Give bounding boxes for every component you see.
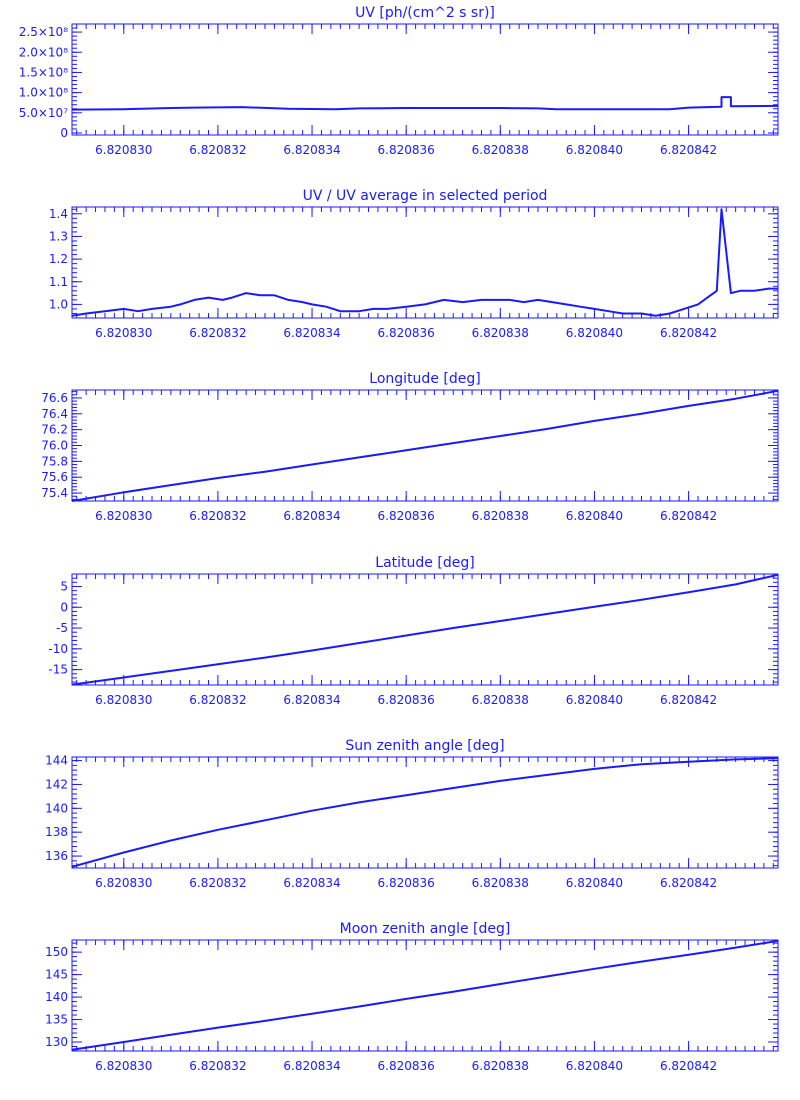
chart-title: Longitude [deg] xyxy=(369,371,481,387)
y-tick-label: 144 xyxy=(45,753,68,768)
x-tick-label: 6.820832 xyxy=(189,693,247,707)
x-tick-label: 6.820834 xyxy=(283,1059,341,1073)
x-tick-label: 6.820834 xyxy=(283,326,341,340)
chart-panel-0 xyxy=(19,5,778,157)
x-tick-label: 6.820832 xyxy=(189,509,247,523)
y-tick-label: 0 xyxy=(60,600,68,615)
series-line-0 xyxy=(72,391,778,501)
x-tick-label: 6.820836 xyxy=(377,1059,435,1073)
plot-frame xyxy=(72,24,778,135)
y-tick-label: -10 xyxy=(48,641,68,656)
x-tick-label: 6.820840 xyxy=(565,326,624,340)
chart-panel-3 xyxy=(48,555,778,707)
x-tick-label: 6.820834 xyxy=(283,509,341,523)
y-tick-label: 5 xyxy=(60,579,68,594)
chart-title: Latitude [deg] xyxy=(375,555,475,571)
x-tick-label: 6.820838 xyxy=(471,509,529,523)
x-tick-label: 6.820838 xyxy=(471,143,529,157)
x-tick-label: 6.820830 xyxy=(95,509,153,523)
plot-frame xyxy=(72,207,778,318)
y-tick-label: 1.2 xyxy=(48,252,68,267)
y-tick-label: 140 xyxy=(45,801,68,816)
x-tick-label: 6.820830 xyxy=(95,876,153,890)
chart-panel-2 xyxy=(41,371,778,523)
series-line-0 xyxy=(72,575,778,685)
y-tick-label: 1.1 xyxy=(48,274,68,289)
chart-title: UV / UV average in selected period xyxy=(302,188,548,204)
x-tick-label: 6.820842 xyxy=(659,143,718,157)
y-tick-label: 5.0×10⁷ xyxy=(18,105,68,120)
x-tick-label: 6.820830 xyxy=(95,693,153,707)
y-tick-label: 0 xyxy=(60,125,68,140)
x-tick-label: 6.820840 xyxy=(565,693,624,707)
y-tick-label: 140 xyxy=(45,990,68,1005)
x-tick-label: 6.820840 xyxy=(565,143,624,157)
y-tick-label: 1.4 xyxy=(48,206,68,221)
y-tick-label: 76.4 xyxy=(41,406,68,421)
y-tick-label: 75.4 xyxy=(41,486,68,501)
x-tick-label: 6.820832 xyxy=(189,1059,247,1073)
x-tick-label: 6.820836 xyxy=(377,143,435,157)
chart-panel-5 xyxy=(45,921,778,1073)
x-tick-label: 6.820834 xyxy=(283,143,341,157)
chart-panel-1 xyxy=(49,188,778,340)
y-tick-label: 1.0 xyxy=(48,297,68,312)
x-tick-label: 6.820830 xyxy=(95,326,153,340)
plot-frame xyxy=(72,757,778,868)
x-tick-label: 6.820830 xyxy=(95,1059,153,1073)
series-line-0 xyxy=(72,97,778,110)
x-tick-label: 6.820840 xyxy=(565,876,624,890)
x-tick-label: 6.820840 xyxy=(565,1059,624,1073)
y-tick-label: 1.0×10⁸ xyxy=(18,85,68,100)
y-tick-label: 75.8 xyxy=(41,454,68,469)
x-tick-label: 6.820832 xyxy=(189,326,247,340)
y-tick-label: 138 xyxy=(45,825,68,840)
y-tick-label: 1.5×10⁸ xyxy=(18,65,68,80)
chart-title: Moon zenith angle [deg] xyxy=(339,921,511,937)
x-tick-label: 6.820840 xyxy=(565,509,624,523)
series-line-0 xyxy=(72,209,778,315)
y-tick-label: 142 xyxy=(45,777,68,792)
x-tick-label: 6.820834 xyxy=(283,876,341,890)
x-tick-label: 6.820838 xyxy=(471,1059,529,1073)
series-line-0 xyxy=(72,941,778,1050)
x-tick-label: 6.820832 xyxy=(189,876,247,890)
y-tick-label: 2.5×10⁸ xyxy=(18,25,68,40)
y-tick-label: 76.6 xyxy=(41,390,68,405)
y-tick-label: 76.2 xyxy=(41,422,68,437)
x-tick-label: 6.820836 xyxy=(377,876,435,890)
x-tick-label: 6.820834 xyxy=(283,693,341,707)
x-tick-label: 6.820836 xyxy=(377,326,435,340)
chart-title: UV [ph/(cm^2 s sr)] xyxy=(355,5,495,21)
x-tick-label: 6.820842 xyxy=(659,509,718,523)
series-line-0 xyxy=(72,758,778,867)
y-tick-label: 150 xyxy=(45,945,68,960)
chart-title: Sun zenith angle [deg] xyxy=(345,738,505,754)
y-tick-label: 1.3 xyxy=(48,229,68,244)
x-tick-label: 6.820842 xyxy=(659,876,718,890)
x-tick-label: 6.820838 xyxy=(471,876,529,890)
y-tick-label: 130 xyxy=(45,1035,68,1050)
x-tick-label: 6.820832 xyxy=(189,143,247,157)
y-tick-label: 76.0 xyxy=(41,438,68,453)
y-tick-label: -5 xyxy=(56,621,68,636)
x-tick-label: 6.820836 xyxy=(377,693,435,707)
x-tick-label: 6.820838 xyxy=(471,326,529,340)
plot-frame xyxy=(72,574,778,685)
x-tick-label: 6.820842 xyxy=(659,326,718,340)
x-tick-label: 6.820842 xyxy=(659,1059,718,1073)
y-tick-label: 135 xyxy=(45,1012,68,1027)
y-tick-label: 136 xyxy=(45,849,68,864)
x-tick-label: 6.820836 xyxy=(377,509,435,523)
y-tick-label: 2.0×10⁸ xyxy=(18,45,68,60)
chart-panel-4 xyxy=(45,738,778,890)
x-tick-label: 6.820842 xyxy=(659,693,718,707)
x-tick-label: 6.820838 xyxy=(471,693,529,707)
y-tick-label: 75.6 xyxy=(41,470,68,485)
x-tick-label: 6.820830 xyxy=(95,143,153,157)
y-tick-label: -15 xyxy=(48,662,68,677)
y-tick-label: 145 xyxy=(45,967,68,982)
